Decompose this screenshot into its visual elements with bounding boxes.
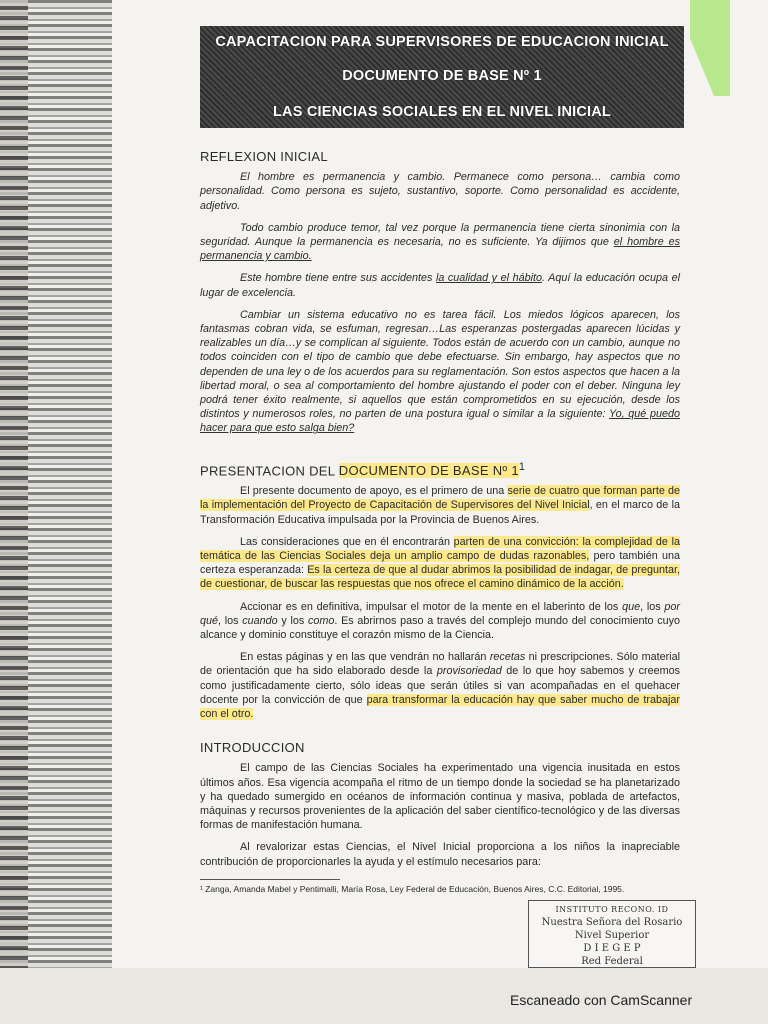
footnote-marker: 1 bbox=[518, 460, 526, 473]
section-title-presentacion: PRESENTACION DEL DOCUMENTO DE BASE Nº $1^1$ bbox=[200, 460, 526, 478]
scanner-watermark: Escaneado con CamScanner bbox=[510, 992, 693, 1008]
paragraph: En estas páginas y en las que vendrán no hallarán recetas ni prescripciones. Sólo material de orientación que ha sido elaborado desde la provisoriedad de lo que hoy sabemos y creemos como justificadamente cierto, sólo ideas que serán útiles si van acompañadas en el quehacer docente por la convicción de que para transformar la educación hay que saber mucho de trabajar con el otro. bbox=[200, 651, 680, 721]
section-title-reflexion: REFLEXION INICIAL bbox=[200, 149, 328, 164]
header-line-1: CAPACITACION PARA SUPERVISORES DE EDUCACION INICIAL bbox=[215, 34, 669, 50]
section-title-introduccion: INTRODUCCION bbox=[200, 740, 305, 756]
paragraph: Cambiar un sistema educativo no es tarea fácil. Los miedos lógicos aparecen, los fantasmas cobran vida, se esfuman, regresan…Las esperanzas postergadas aparecen lúcidas y realizables un día…y se complican al siguiente. Todos están de acuerdo con un cambio, aunque no todos coinciden con el tipo de cambio que debe efectuarse. Sin embargo, hay aspectos que no dependen de una ley o de los acuerdos para su reglamentación. Son estos aspectos que hacen a la libertad moral, o sea al comportamiento del hombre ajustando el poder con el deber. Ninguna ley podrá tener éxito realmente, si aquellos que están comprometidos en su ejecución, desde los distintos y numerosos roles, no parten de una postura igual o similar a la siguiente: Yo, qué puedo hacer para que esto salga bien? bbox=[200, 308, 680, 435]
header-line-3: LAS CIENCIAS SOCIALES EN EL NIVEL INICIAL bbox=[273, 104, 611, 120]
paragraph: Accionar es en definitiva, impulsar el motor de la mente en el laberinto de los que, los por qué, los cuando y los como. Es abrirnos paso a través del complejo mundo del conocimiento cuyo alcance y dominio constituye el corazón mismo de la Ciencia. bbox=[200, 600, 680, 642]
document-body bbox=[200, 150, 680, 903]
paragraph: El campo de las Ciencias Sociales ha experimentado una vigencia inusitada en estos últimos años. Esa vigencia acompaña el ritmo de un tiempo donde la sociedad se ha planetarizado y ha quedado sumergido en océanos de información continua y masiva, poblada de artefactos, máquinas y recursos provenientes de la aplicación del saber científico-tecnológico y de las diversas formas de manifestación humana. bbox=[200, 762, 680, 832]
header-line-2: DOCUMENTO DE BASE Nº 1 bbox=[342, 68, 542, 84]
paragraph: Todo cambio produce temor, tal vez porque la permanencia tiene cierta sinonimia con la seguridad. Aunque la permanencia es necesaria, no es suficiente. Ya dijimos que el hombre es permanencia y cambio. bbox=[200, 221, 680, 263]
binding-holes bbox=[0, 0, 28, 968]
paragraph: Este hombre tiene entre sus accidentes la cualidad y el hábito. Aquí la educación ocupa el lugar de excelencia. bbox=[200, 272, 681, 299]
footnote-divider bbox=[200, 879, 340, 880]
paragraph: Al revalorizar estas Ciencias, el Nivel Inicial proporciona a los niños la inapreciable contribución de proporcionarles la ayuda y el estímulo necesarios para: bbox=[200, 841, 680, 868]
institution-stamp: INSTITUTO RECONO. ID Nuestra Señora del Rosario Nivel Superior D I E G E P Red Federal bbox=[528, 900, 696, 968]
paragraph: El hombre es permanencia y cambio. Permanece como persona… cambia como personalidad. Como persona es sujeto, sustantivo, soporte. Como personalidad es accidente, adjetivo. bbox=[200, 171, 680, 212]
paragraph: Las consideraciones que en él encontrarán parten de una convicción: la complejidad de la temática de las Ciencias Sociales deja un amplio campo de dudas razonables, pero también una certeza esperanzada: Es la certeza de que al dudar abrimos la posibilidad de indagar, de preguntar, de cuestionar, de buscar las respuestas que nos ofrece el camino dinámico de la acción. bbox=[200, 535, 680, 591]
footnote: ¹ Zanga, Amanda Mabel y Pentimalli, María Rosa, Ley Federal de Educación, Buenos Aires, C.C. Editorial, 1995. bbox=[200, 883, 625, 894]
paragraph: El presente documento de apoyo, es el primero de una serie de cuatro que forman parte de la implementación del Proyecto de Capacitación de Supervisores del Nivel Inicial, en el marco de la Transformación Educativa impulsada por la Provincia de Buenos Aires. bbox=[200, 485, 681, 526]
document-header bbox=[200, 26, 684, 128]
